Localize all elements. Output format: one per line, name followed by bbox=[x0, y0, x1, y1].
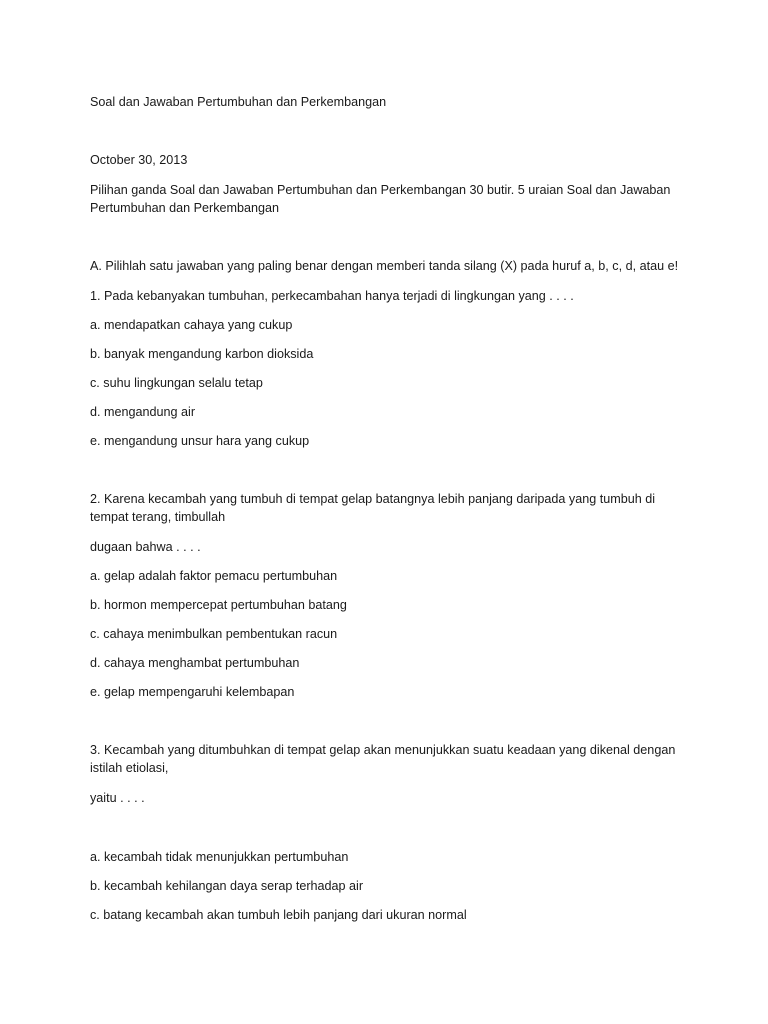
question-1-option-c: c. suhu lingkungan selalu tetap bbox=[90, 376, 263, 390]
question-2-option-b: b. hormon mempercepat pertumbuhan batang bbox=[90, 598, 347, 612]
question-3-text: 3. Kecambah yang ditumbuhkan di tempat gelap akan menunjukkan suatu keadaan yang dikenal dengan bbox=[90, 743, 676, 757]
question-2-option-c: c. cahaya menimbulkan pembentukan racun bbox=[90, 627, 338, 641]
question-1-option-e: e. mengandung unsur hara yang cukup bbox=[90, 434, 310, 448]
intro-text-line: Pertumbuhan dan Perkembangan bbox=[90, 201, 280, 215]
question-3-text: istilah etiolasi, bbox=[90, 761, 169, 775]
intro-text-line: Pilihan ganda Soal dan Jawaban Pertumbuhan dan Perkembangan 30 butir. 5 uraian Soal dan Jawaban bbox=[90, 183, 671, 197]
document-date: October 30, 2013 bbox=[90, 153, 188, 167]
question-1-option-d: d. mengandung air bbox=[90, 405, 196, 419]
question-2-text: dugaan bahwa . . . . bbox=[90, 540, 201, 554]
question-2-text: tempat terang, timbullah bbox=[90, 510, 226, 524]
question-2-option-a: a. gelap adalah faktor pemacu pertumbuhan bbox=[90, 569, 338, 583]
question-2-text: 2. Karena kecambah yang tumbuh di tempat gelap batangnya lebih panjang daripada yang tumbuh di bbox=[90, 492, 656, 506]
question-3-option-c: c. batang kecambah akan tumbuh lebih panjang dari ukuran normal bbox=[90, 908, 467, 922]
section-a-instruction: A. Pilihlah satu jawaban yang paling benar dengan memberi tanda silang (X) pada huruf a, b, c, d, atau e! bbox=[90, 259, 679, 273]
question-3-text: yaitu . . . . bbox=[90, 791, 145, 805]
question-1-option-b: b. banyak mengandung karbon dioksida bbox=[90, 347, 314, 361]
question-3-option-b: b. kecambah kehilangan daya serap terhadap air bbox=[90, 879, 364, 893]
question-3-option-a: a. kecambah tidak menunjukkan pertumbuhan bbox=[90, 850, 349, 864]
document-title: Soal dan Jawaban Pertumbuhan dan Perkembangan bbox=[90, 95, 387, 109]
question-1-option-a: a. mendapatkan cahaya yang cukup bbox=[90, 318, 293, 332]
question-2-option-e: e. gelap mempengaruhi kelembapan bbox=[90, 685, 295, 699]
question-2-option-d: d. cahaya menghambat pertumbuhan bbox=[90, 656, 300, 670]
question-1-text: 1. Pada kebanyakan tumbuhan, perkecambahan hanya terjadi di lingkungan yang . . . . bbox=[90, 289, 574, 303]
